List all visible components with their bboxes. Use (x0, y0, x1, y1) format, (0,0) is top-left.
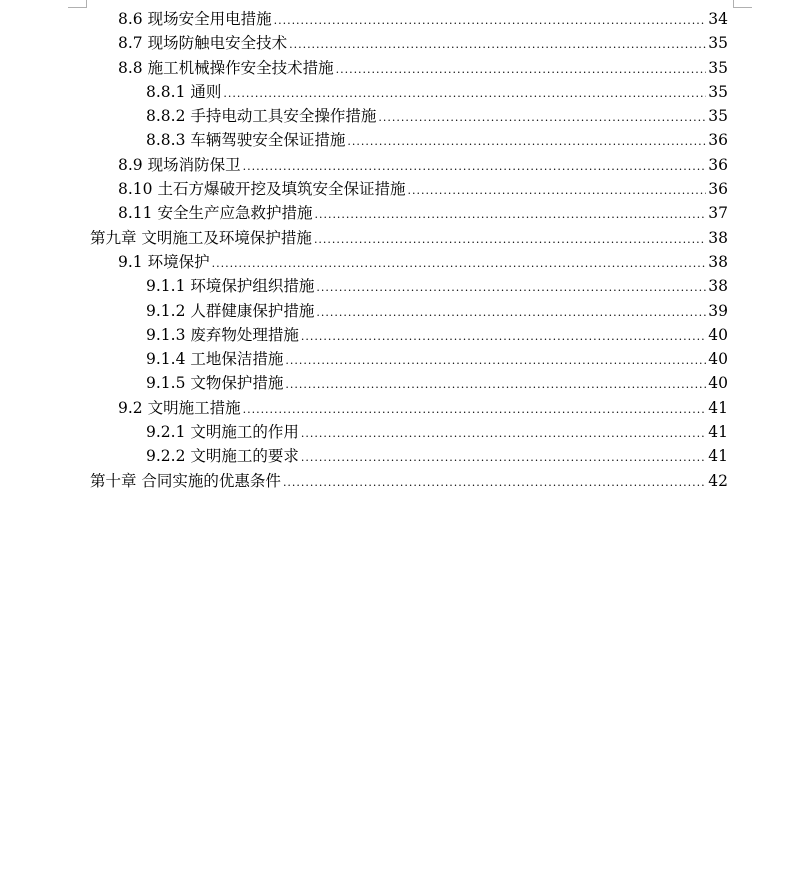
toc-entry-page: 36 (708, 131, 728, 150)
toc-dot-leader (407, 179, 706, 203)
toc-entry-page: 35 (708, 107, 728, 126)
toc-entry-page: 40 (708, 374, 728, 393)
toc-dot-leader (347, 130, 706, 154)
toc-dot-leader (301, 422, 706, 446)
toc-entry[interactable] (90, 56, 728, 80)
toc-entry[interactable] (90, 299, 728, 323)
toc-entry-page: 38 (708, 277, 728, 296)
toc-entry[interactable] (90, 469, 728, 493)
toc-dot-leader (243, 155, 707, 179)
toc-entry[interactable] (90, 128, 728, 152)
toc-dot-leader (285, 349, 706, 373)
toc-entry-title: 8.10 土石方爆破开挖及填筑安全保证措施 (118, 180, 406, 199)
toc-entry[interactable] (90, 226, 728, 250)
toc-dot-leader (289, 33, 706, 57)
toc-entry-title: 8.11 安全生产应急救护措施 (118, 204, 313, 223)
toc-entry-page: 36 (708, 155, 728, 174)
toc-entry-title: 8.7 现场防触电安全技术 (118, 34, 288, 53)
toc-dot-leader (283, 471, 706, 495)
toc-entry-page: 40 (708, 325, 728, 344)
toc-entry[interactable] (90, 104, 728, 128)
toc-dot-leader (285, 373, 706, 397)
toc-entry[interactable] (90, 323, 728, 347)
toc-entry[interactable] (90, 444, 728, 468)
toc-entry-page: 34 (708, 10, 728, 28)
toc-entry-page: 35 (708, 34, 728, 53)
toc-entry[interactable] (90, 7, 728, 31)
toc-entry[interactable] (90, 347, 728, 371)
toc-entry-title: 9.1.4 工地保洁措施 (146, 350, 284, 369)
page-corner-mark-left (68, 0, 87, 8)
toc-entry[interactable] (90, 274, 728, 298)
toc-entry-title: 第九章 文明施工及环境保护措施 (90, 228, 312, 247)
toc-dot-leader (316, 301, 706, 325)
toc-dot-leader (336, 58, 707, 82)
toc-entry[interactable] (90, 371, 728, 395)
toc-entry-title: 第十章 合同实施的优惠条件 (90, 471, 281, 490)
toc-dot-leader (301, 446, 706, 470)
toc-entry-page: 38 (708, 252, 728, 271)
toc-entry-title: 8.8.3 车辆驾驶安全保证措施 (146, 131, 346, 150)
toc-entry[interactable] (90, 177, 728, 201)
toc-dot-leader (223, 82, 706, 106)
toc-entry-title: 9.1.2 人群健康保护措施 (146, 301, 315, 320)
toc-entry-title: 9.2 文明施工措施 (118, 398, 241, 417)
toc-entry-title: 9.2.2 文明施工的要求 (146, 447, 299, 466)
toc-entry-title: 8.8.2 手持电动工具安全操作措施 (146, 107, 377, 126)
toc-entry[interactable] (90, 396, 728, 420)
toc-entry-title: 9.1.5 文物保护措施 (146, 374, 284, 393)
toc-entry-page: 40 (708, 350, 728, 369)
toc-entry[interactable] (90, 31, 728, 55)
toc-entry-title: 9.1 环境保护 (118, 252, 210, 271)
toc-entry-page: 42 (708, 471, 728, 490)
toc-entry-title: 9.1.1 环境保护组织措施 (146, 277, 315, 296)
toc-entry-title: 8.9 现场消防保卫 (118, 155, 241, 174)
toc-entry-page: 36 (708, 180, 728, 199)
toc-entry-page: 41 (708, 423, 728, 442)
toc-entry-title: 9.2.1 文明施工的作用 (146, 423, 299, 442)
toc-dot-leader (316, 276, 706, 300)
toc-entry-title: 8.8 施工机械操作安全技术措施 (118, 58, 334, 77)
toc-dot-leader (314, 228, 706, 252)
toc-dot-leader (212, 252, 707, 276)
toc-entry[interactable] (90, 201, 728, 225)
toc-entry-title: 9.1.3 废弃物处理措施 (146, 325, 299, 344)
toc-entry-page: 39 (708, 301, 728, 320)
toc-entry-page: 35 (708, 82, 728, 101)
toc-dot-leader (378, 106, 706, 130)
toc-entry-title: 8.8.1 通则 (146, 82, 222, 101)
toc-entry-page: 38 (708, 228, 728, 247)
toc-dot-leader (301, 325, 706, 349)
toc-entry-title: 8.6 现场安全用电措施 (118, 10, 272, 28)
toc-entry-page: 37 (708, 204, 728, 223)
toc-entry[interactable] (90, 80, 728, 104)
toc-entry[interactable] (90, 250, 728, 274)
toc-entry-page: 35 (708, 58, 728, 77)
toc-dot-leader (274, 9, 707, 33)
toc-entry[interactable] (90, 420, 728, 444)
toc-entry-page: 41 (708, 398, 728, 417)
toc-dot-leader (314, 203, 706, 227)
page-corner-mark-right (733, 0, 752, 8)
toc-dot-leader (243, 398, 707, 422)
toc-entry-page: 41 (708, 447, 728, 466)
table-of-contents (90, 7, 728, 493)
toc-entry[interactable] (90, 153, 728, 177)
